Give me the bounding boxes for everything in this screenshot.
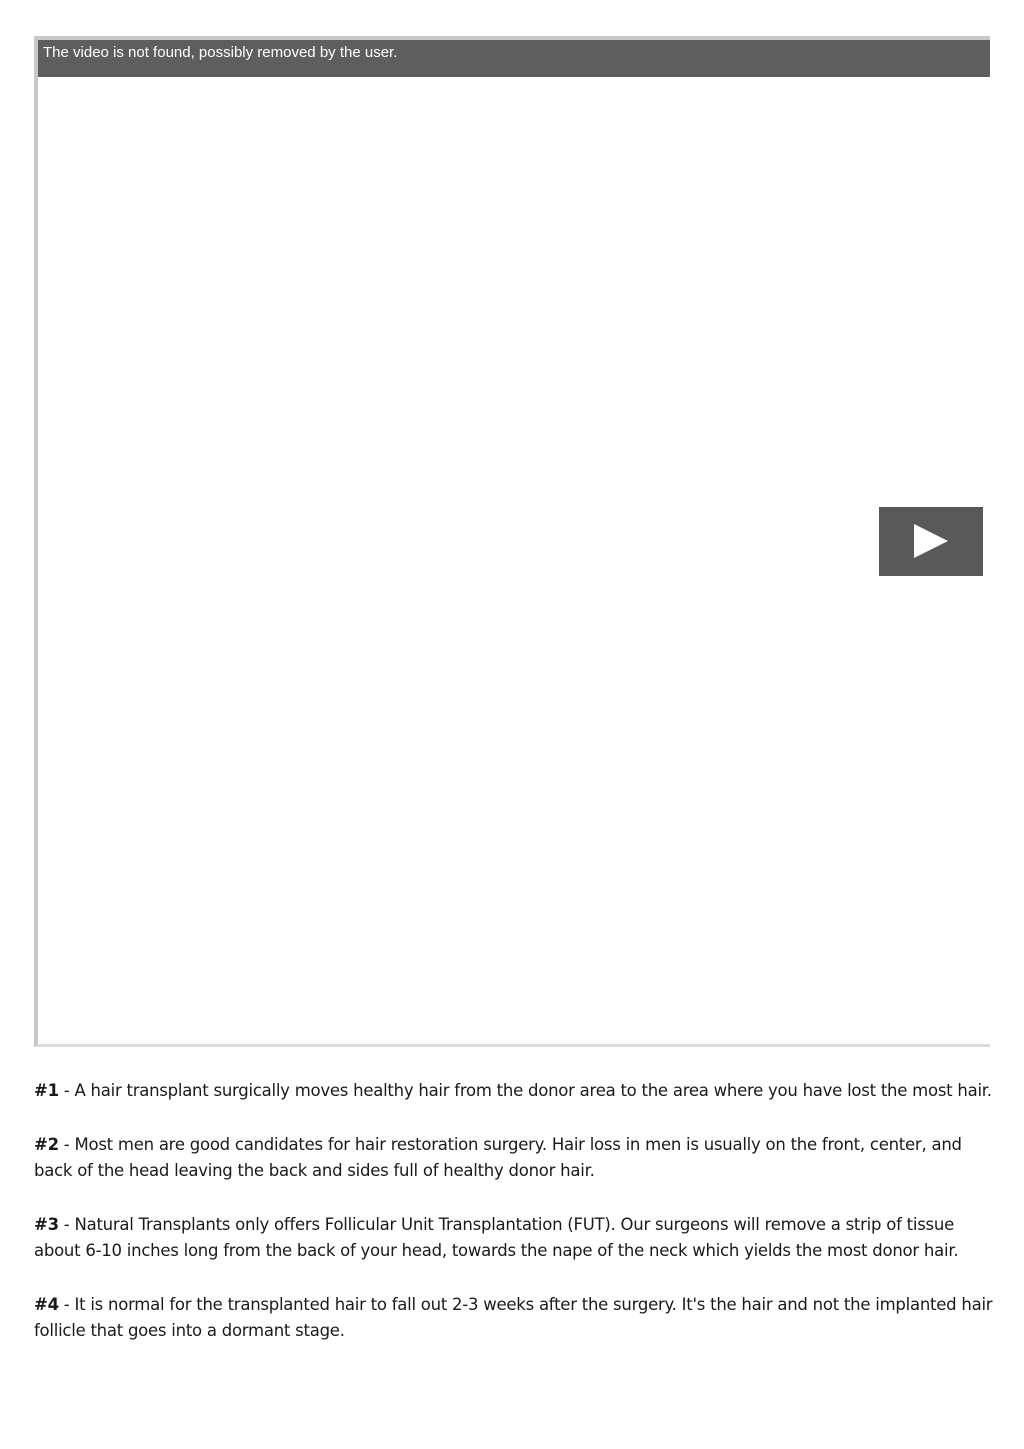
point-item-1 — [34, 1078, 996, 1104]
video-error-message: The video is not found, possibly removed by the user. — [38, 40, 990, 77]
point-number: #2 — [34, 1135, 59, 1154]
point-number: #4 — [34, 1295, 59, 1314]
point-item-4 — [34, 1292, 996, 1344]
video-player[interactable] — [34, 36, 990, 1047]
point-text: - Natural Transplants only offers Follicular Unit Transplantation (FUT). Our surgeons will remove a strip of tissue about 6-10 inches long from the back of your head, towards the nape of the neck which yields the most donor hair. — [34, 1215, 959, 1260]
point-text: - Most men are good candidates for hair restoration surgery. Hair loss in men is usually on the front, center, and back of the head leaving the back and sides full of healthy donor hair. — [34, 1135, 962, 1180]
play-button[interactable] — [879, 507, 983, 576]
point-text: - A hair transplant surgically moves healthy hair from the donor area to the area where you have lost the most hair. — [58, 1081, 992, 1100]
article-points — [34, 1078, 996, 1372]
point-number: #1 — [34, 1081, 59, 1100]
play-icon — [914, 524, 948, 558]
point-number: #3 — [34, 1215, 59, 1234]
point-text: - It is normal for the transplanted hair to fall out 2-3 weeks after the surgery. It's the hair and not the implanted hair follicle that goes into a dormant stage. — [34, 1295, 993, 1340]
point-item-3 — [34, 1212, 996, 1264]
point-item-2 — [34, 1132, 996, 1184]
